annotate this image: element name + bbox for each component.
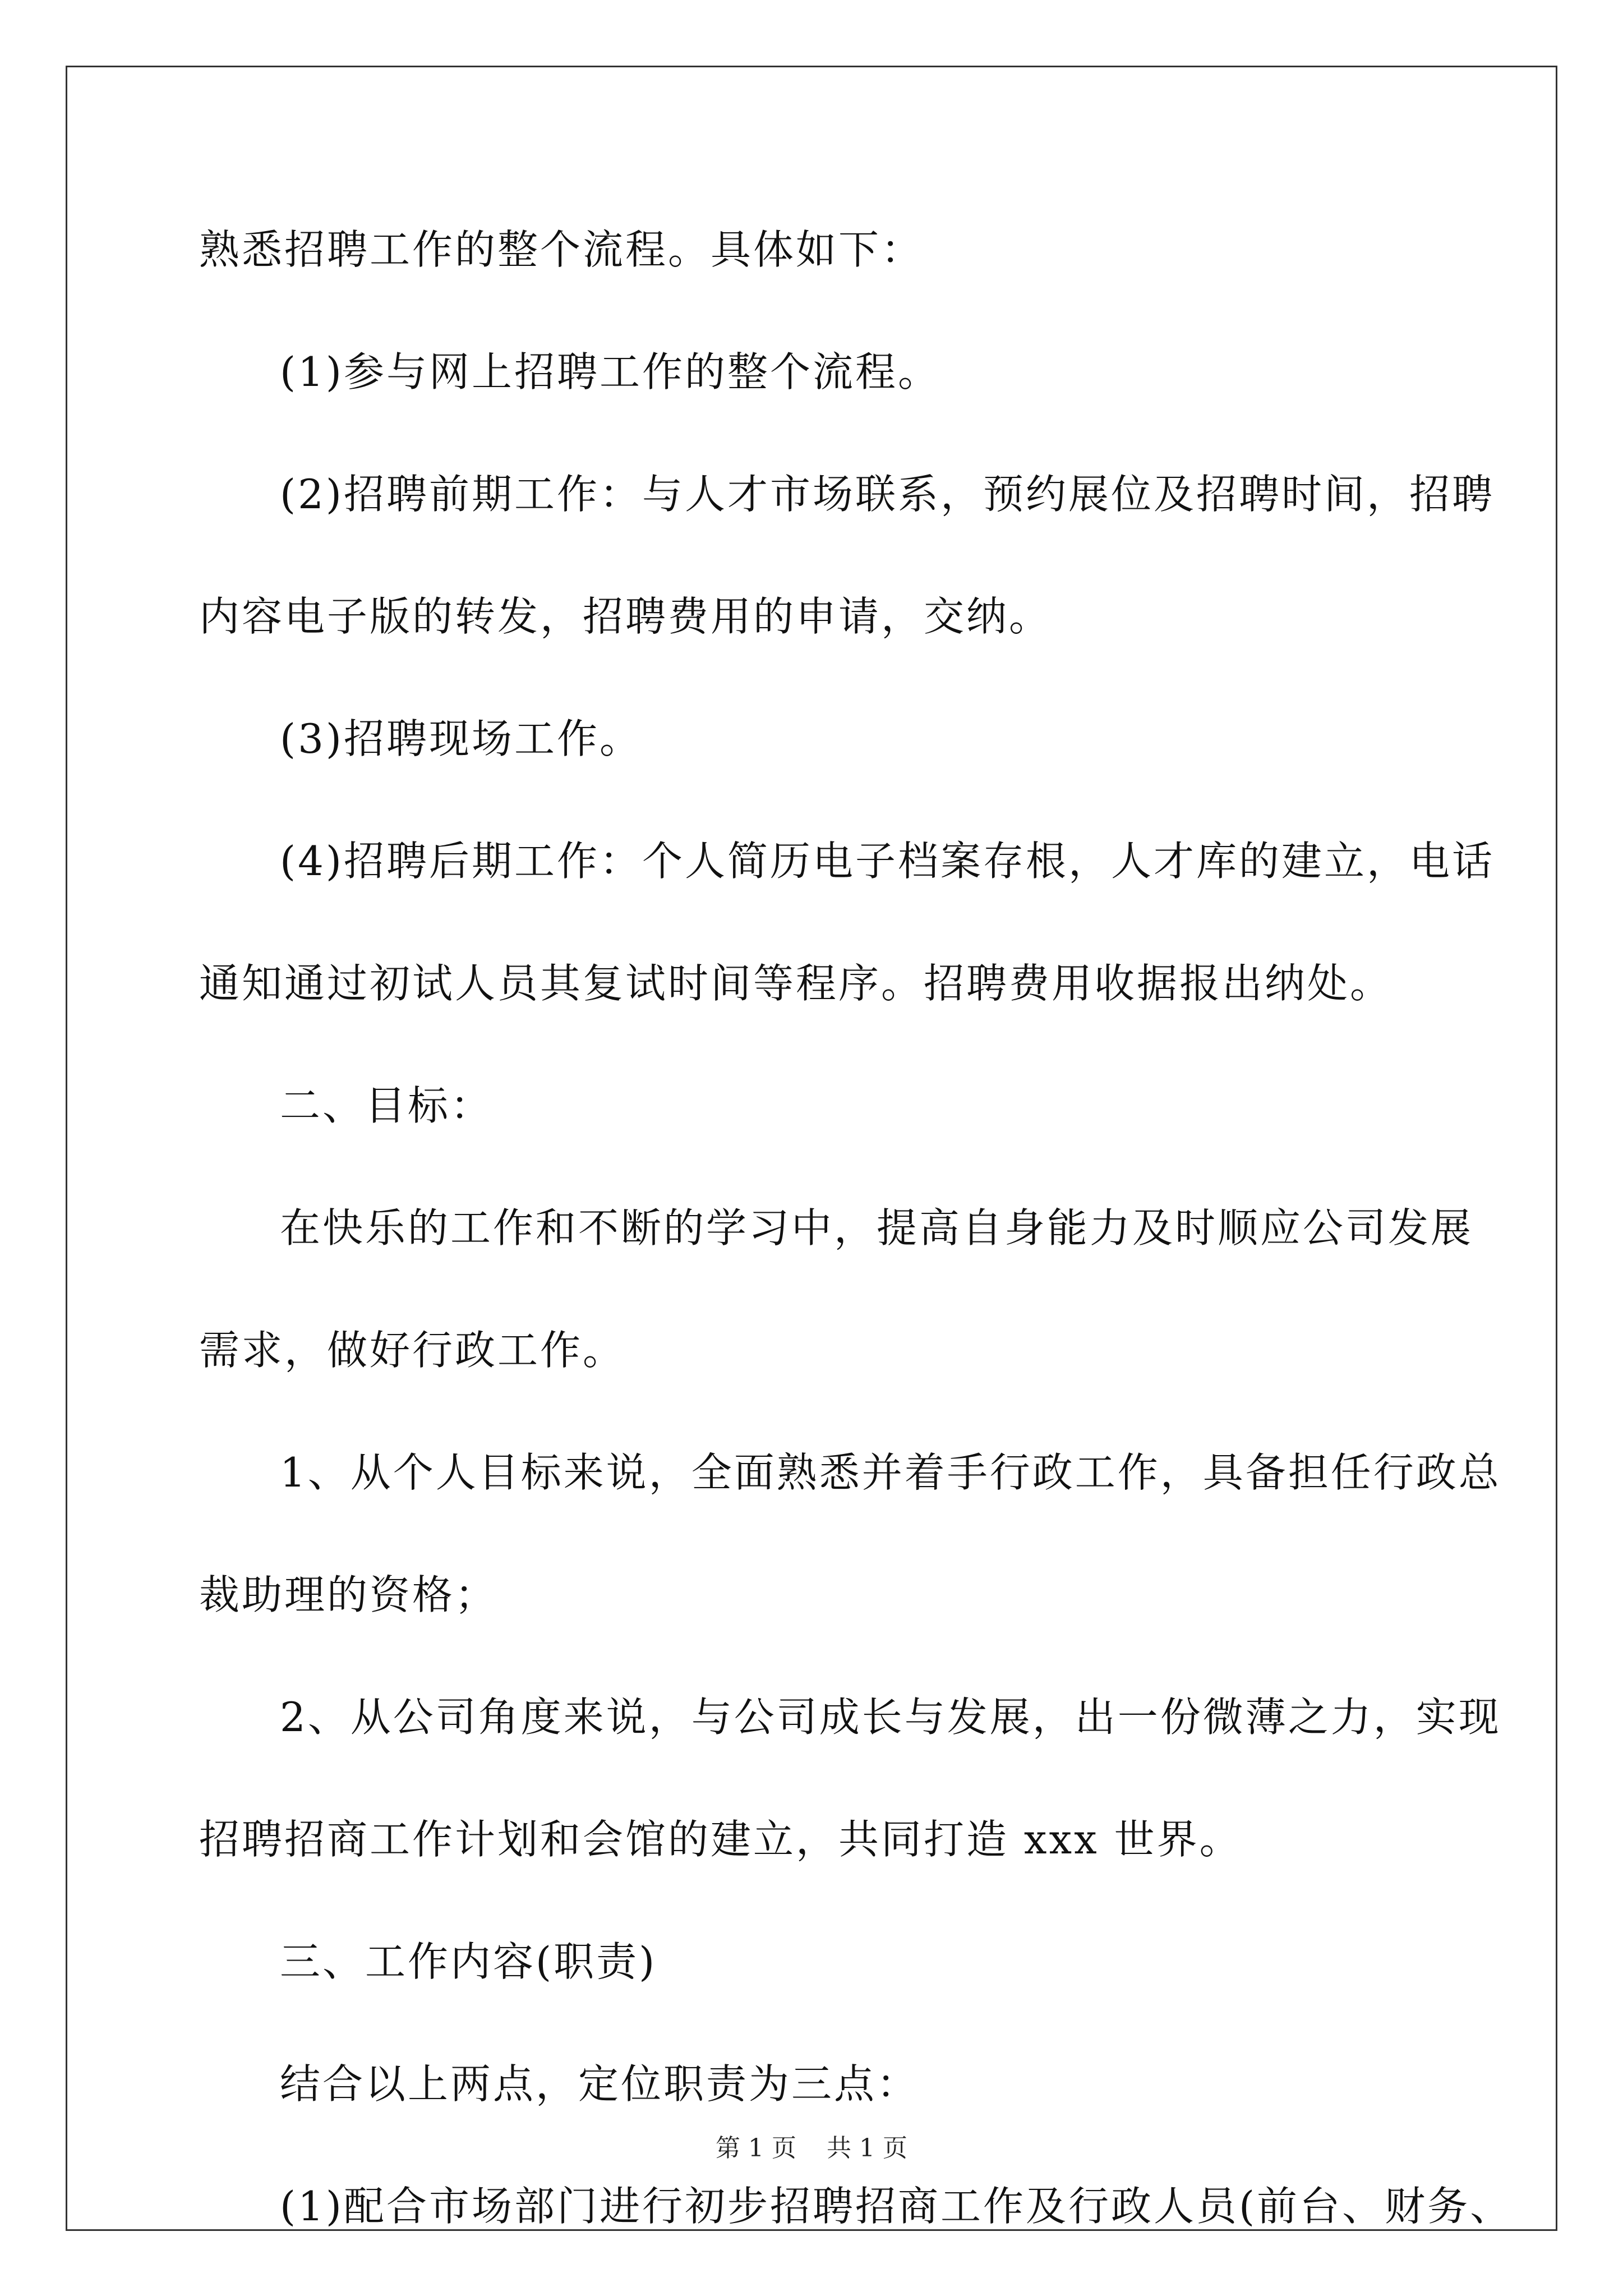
paragraph-line: 通知通过初试人员其复试时间等程序。招聘费用收据报出纳处。 xyxy=(199,960,1393,1007)
paragraph-line: (2)招聘前期工作：与人才市场联系，预约展位及招聘时间，招聘 xyxy=(280,471,1495,518)
paragraph-line: 招聘招商工作计划和会馆的建立，共同打造 xxx 世界。 xyxy=(199,1816,1242,1863)
section-heading: 二、目标： xyxy=(280,1082,494,1129)
paragraph-line: (4)招聘后期工作：个人简历电子档案存根，人才库的建立，电话 xyxy=(280,838,1495,885)
paragraph-line: (3)招聘现场工作。 xyxy=(280,715,642,762)
paragraph-line: 在快乐的工作和不断的学习中，提高自身能力及时顺应公司发展 xyxy=(280,1204,1474,1251)
page-total: 共 1 页 xyxy=(827,2134,907,2162)
paragraph-line: 内容电子版的转发，招聘费用的申请，交纳。 xyxy=(199,593,1052,640)
page-number: 第 1 页 xyxy=(716,2134,796,2162)
paragraph-line: 熟悉招聘工作的整个流程。具体如下： xyxy=(199,226,924,273)
paragraph-line: 需求，做好行政工作。 xyxy=(199,1327,626,1374)
paragraph-line: 结合以上两点，定位职责为三点： xyxy=(280,2060,920,2108)
page-footer xyxy=(0,2132,1623,2165)
paragraph-line: 2、从公司角度来说，与公司成长与发展，出一份微薄之力，实现 xyxy=(280,1694,1501,1741)
paragraph-line: 裁助理的资格； xyxy=(199,1571,498,1618)
section-heading: 三、工作内容(职责) xyxy=(280,1938,657,1985)
paragraph-line: 1、从个人目标来说，全面熟悉并着手行政工作，具备担任行政总 xyxy=(280,1449,1501,1496)
paragraph-line: (1)配合市场部门进行初步招聘招商工作及行政人员(前台、财务、 xyxy=(280,2183,1513,2230)
paragraph-line: (1)参与网上招聘工作的整个流程。 xyxy=(280,348,940,395)
